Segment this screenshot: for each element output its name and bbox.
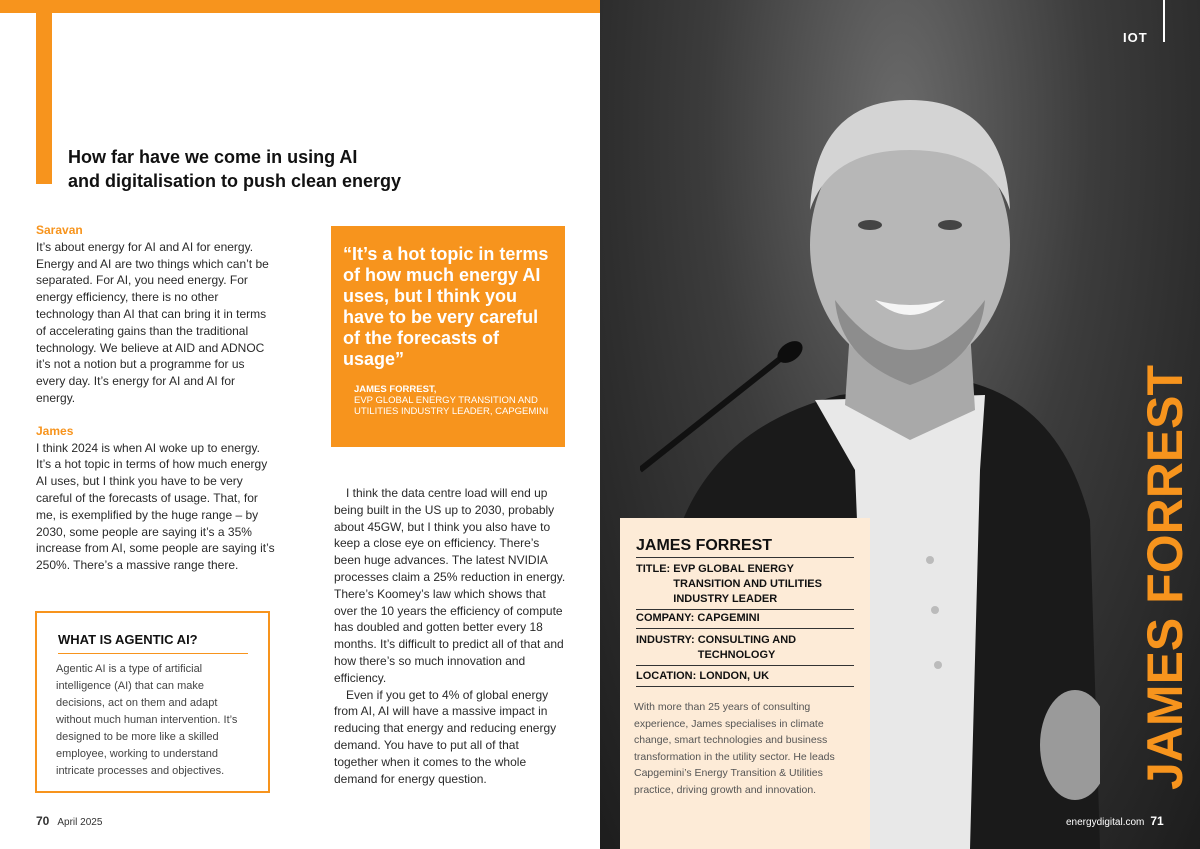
website-url: energydigital.com [1066, 817, 1145, 828]
headline-line-2: and digitalisation to push clean energy [68, 171, 402, 191]
profile-card [620, 518, 870, 849]
headline-line-1: How far have we come in using AI [68, 147, 358, 167]
agentic-ai-sidebar [35, 611, 270, 793]
profile-location-field [636, 669, 854, 687]
profile-name: JAMES FORREST [636, 537, 854, 558]
article-headline [68, 145, 508, 193]
footer-left [36, 814, 102, 828]
profile-company-label: COMPANY: [636, 612, 695, 624]
speaker-saravan: Saravan [36, 223, 83, 237]
agentic-ai-body: Agentic AI is a type of artificial intelligence (AI) that can make decisions, act on them and adapt without much human intervention. It’s designed to be more like a skilled employee, working to understand intricate processes and objectives. [56, 663, 238, 777]
profile-company-value: CAPGEMINI [697, 612, 760, 624]
profile-bio: With more than 25 years of consulting experience, James specialises in climate change, smart technologies and business transformation in the utility sector. He leads Capgemini’s Energy Transition & Utilities practice, driving growth and innovation. [634, 701, 835, 796]
footer-right [1066, 814, 1164, 828]
pull-quote-role: EVP GLOBAL ENERGY TRANSITION AND UTILITIES INDUSTRY LEADER, CAPGEMINI [354, 395, 549, 417]
profile-title-label: TITLE: [636, 563, 671, 575]
body-column-1 [36, 222, 276, 574]
pull-quote [331, 226, 565, 447]
saravan-answer: It’s about energy for AI and AI for energy. Energy and AI are two things which can’t be separated. For AI, you need energy. For energy efficiency, there is no other technology than AI that can bring it in terms of accelerating gains than the traditional technology. We believe at AID and ADNOC it’s not a notion but a programme for us every day. It’s energy for AI and AI for energy. [36, 239, 269, 405]
top-accent-bar [0, 0, 600, 13]
profile-location-label: LOCATION: [636, 670, 697, 682]
pull-quote-author: JAMES FORREST, [354, 384, 437, 395]
headline-accent-bar [36, 13, 52, 184]
issue-date: April 2025 [57, 817, 103, 828]
page-number-left: 70 [36, 814, 50, 828]
pull-quote-text: “It’s a hot topic in terms of how much energy AI uses, but I think you have to be very careful of the forecasts of usage” [343, 244, 549, 369]
pull-quote-attribution [354, 384, 559, 417]
page-number-right: 71 [1150, 814, 1164, 828]
profile-title-field [636, 562, 854, 610]
section-divider-line [1163, 0, 1165, 42]
col3-paragraph-1: I think the data centre load will end up being built in the US up to 2030, probably about 45GW, but I think you also have to keep a close eye on efficiency. There’s been huge advances. The latest NVIDIA processes claim a 25% reduction in energy. There’s Koomey’s law which shows that over the 10 years the efficiency of compute has doubled and gotten better every 18 months. It’s difficult to predict all of that and how there’s so much innovation and efficiency. [334, 486, 566, 685]
profile-industry-value: CONSULTING AND TECHNOLOGY [697, 634, 797, 661]
col3-paragraph-2: Even if you get to 4% of global energy from AI, AI will have a massive impact in reducing that energy and reducing energy demand. You have to put all of that together when it comes to the whole demand for energy question. [334, 687, 557, 786]
profile-title-value: EVP GLOBAL ENERGY TRANSITION AND UTILITIES INDUSTRY LEADER [673, 563, 822, 605]
profile-industry-label: INDUSTRY: [636, 634, 695, 646]
profile-location-value: LONDON, UK [699, 670, 770, 682]
body-column-3 [334, 485, 566, 787]
speaker-james: James [36, 423, 74, 438]
profile-industry-field [636, 633, 854, 666]
profile-company-field [636, 611, 854, 629]
agentic-ai-title: WHAT IS AGENTIC AI? [58, 632, 248, 654]
vertical-name-title: JAMES FORREST [1137, 364, 1193, 790]
section-tag: IOT [1123, 30, 1148, 45]
james-answer: I think 2024 is when AI woke up to energy. It’s a hot topic in terms of how much energy AI uses, but I think you have to be very careful of the forecasts of usage. That, for me, is exemplified by the huge range – by 2030, some people are saying it’s a 35% increase from AI, some people are saying it’s 250%. There’s a massive range there. [36, 440, 275, 573]
